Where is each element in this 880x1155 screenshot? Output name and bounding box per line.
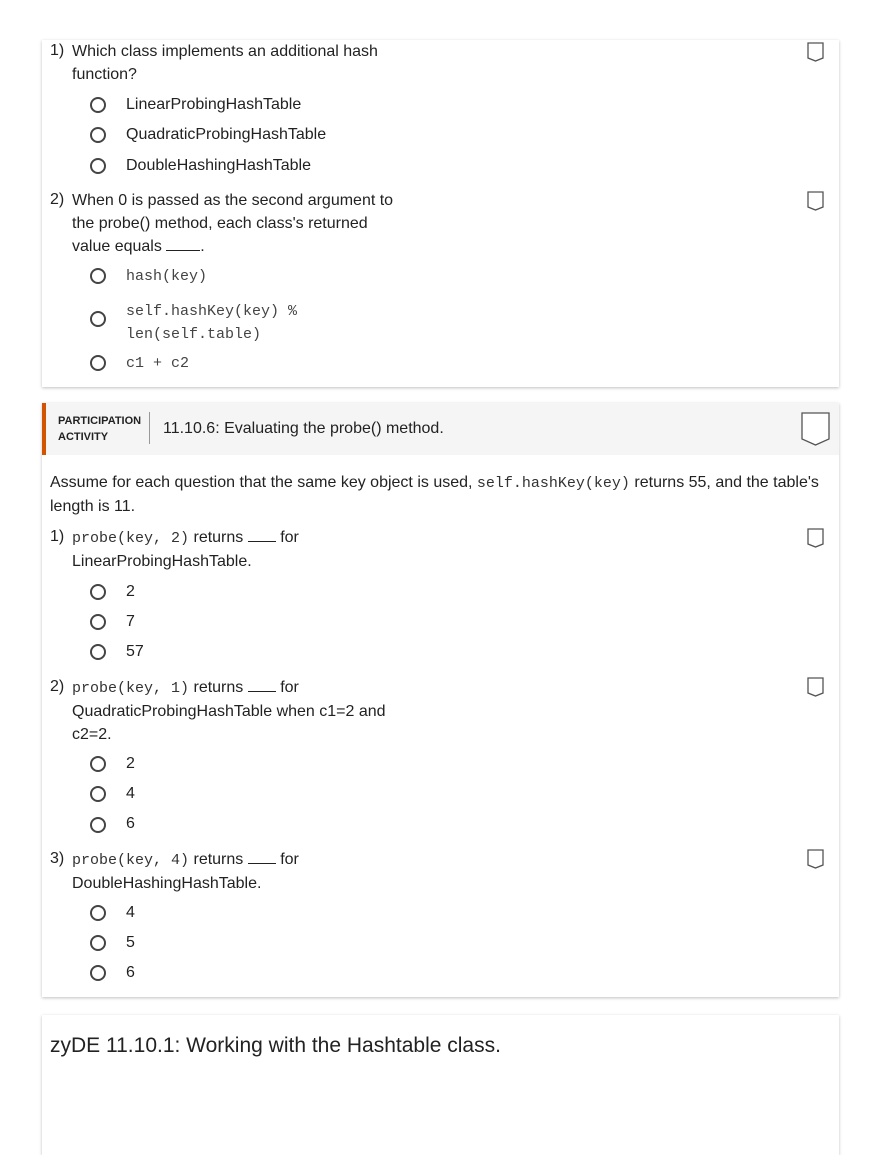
option-label: QuadraticProbingHashTable [126,126,327,143]
radio-option[interactable] [90,614,106,630]
activity-instructions: Assume for each question that the same key object is used, self.hashKey(key) returns 55, and the table's length is 11. [50,474,819,515]
answer-blank [166,250,200,251]
radio-option[interactable] [90,786,106,802]
option-label: c1 + c2 [126,355,190,372]
radio-option[interactable] [90,935,106,951]
radio-option[interactable] [90,584,106,600]
radio-option[interactable] [90,127,106,143]
question-number: 2) [50,191,65,208]
zyde-title: zyDE 11.10.1: Working with the Hashtable class. [50,1034,501,1057]
question-text: probe(key, 4) returns for DoubleHashingHashTable. [72,851,299,892]
question-number: 2) [50,678,65,695]
option-label: 57 [126,643,144,660]
radio-option[interactable] [90,644,106,660]
option-label: hash(key) [126,268,208,285]
radio-option[interactable] [90,905,106,921]
radio-option[interactable] [90,268,106,284]
radio-option[interactable] [90,311,106,327]
question-number: 1) [50,42,65,59]
bookmark-icon[interactable] [807,849,824,869]
radio-option[interactable] [90,817,106,833]
option-label: 2 [126,755,135,772]
activity-header [42,403,839,455]
radio-option[interactable] [90,756,106,772]
activity-accent-bar [42,403,46,455]
bookmark-icon[interactable] [807,677,824,697]
option-label: 2 [126,583,135,600]
radio-option[interactable] [90,158,106,174]
question-text: probe(key, 2) returns for LinearProbingHashTable. [72,529,299,570]
activity-title: 11.10.6: Evaluating the probe() method. [163,420,444,437]
question-number: 1) [50,528,65,545]
question-number: 3) [50,850,65,867]
bookmark-icon[interactable] [801,412,830,446]
option-label: 7 [126,613,135,630]
answer-blank [248,691,276,692]
option-label: LinearProbingHashTable [126,96,302,113]
option-label: 4 [126,785,135,802]
answer-blank [248,541,276,542]
bookmark-icon[interactable] [807,528,824,548]
radio-option[interactable] [90,965,106,981]
answer-blank [248,863,276,864]
bookmark-icon[interactable] [807,42,824,62]
activity-type-label: PARTICIPATION ACTIVITY [58,415,142,443]
question-text: probe(key, 1) returns for QuadraticProbingHashTable when c1=2 and c2=2. [72,679,386,743]
option-label: 4 [126,904,135,921]
radio-option[interactable] [90,97,106,113]
question-text: When 0 is passed as the second argument to the probe() method, each class's returned value equals . [72,192,394,255]
header-divider [149,412,150,444]
option-label: self.hashKey(key) % len(self.table) [126,303,298,343]
bookmark-icon[interactable] [807,191,824,211]
radio-option[interactable] [90,355,106,371]
option-label: DoubleHashingHashTable [126,157,312,174]
question-text: Which class implements an additional hash function? [72,43,378,83]
option-label: 6 [126,815,135,832]
option-label: 6 [126,964,135,981]
option-label: 5 [126,934,135,951]
